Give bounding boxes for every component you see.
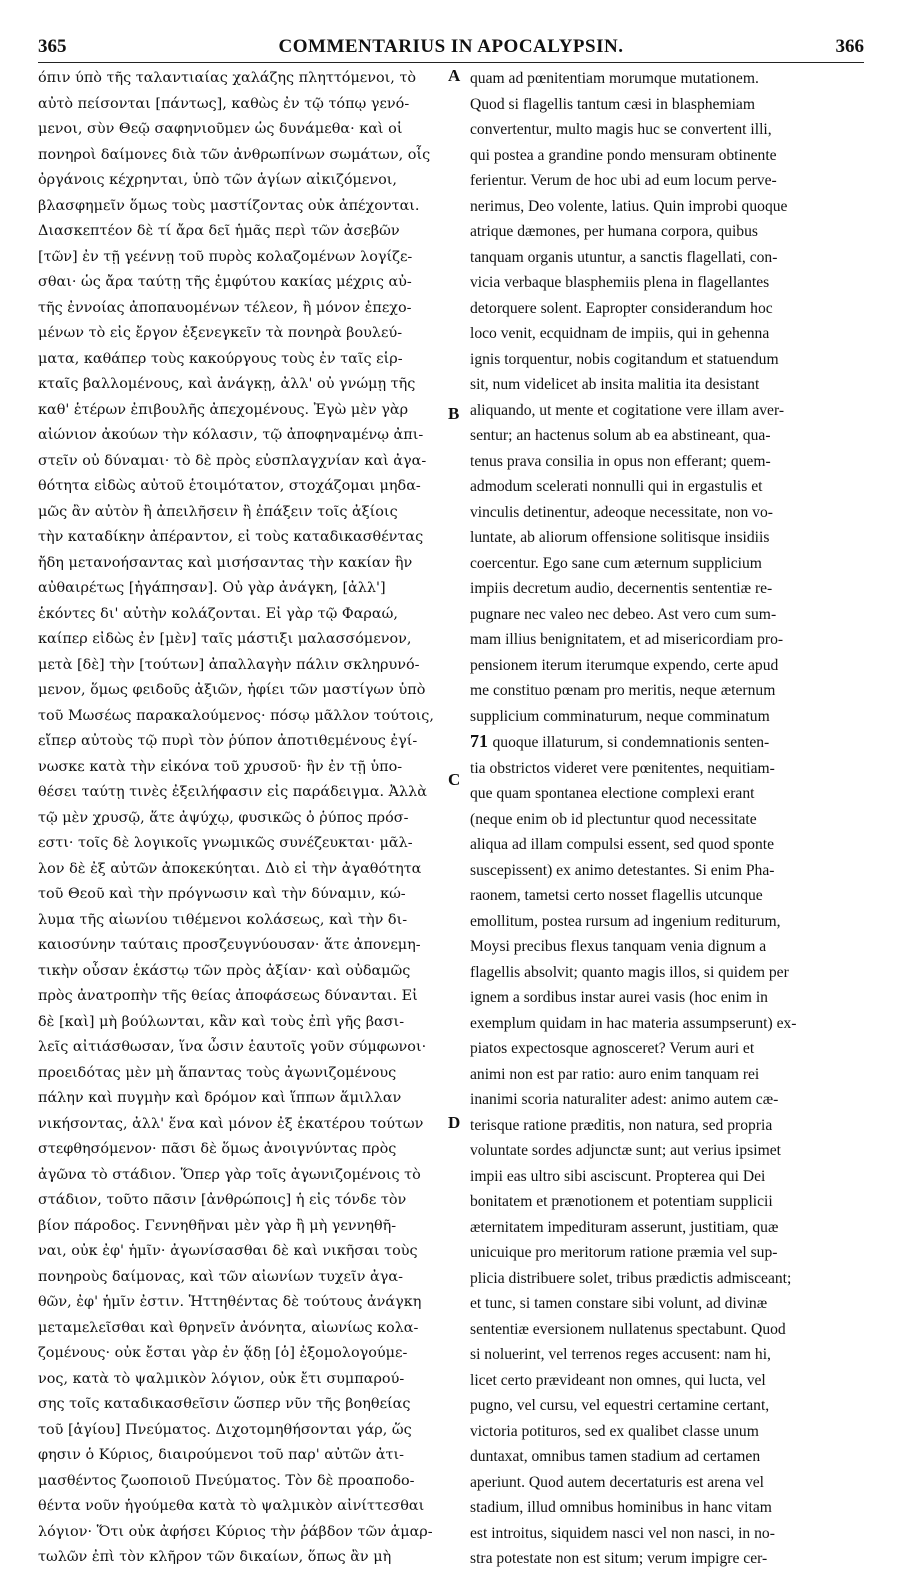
section-marker-d: D — [448, 1113, 461, 1132]
greek-text-line: λόγιον· Ὅτι οὐκ ἀφήσει Κύριος τὴν ῥάβδον τῶν ἁμαρ- — [38, 1523, 433, 1540]
greek-text-line: βλασφημεῖν ὅμως τοὺς μαστίζοντας οὐκ ἀπέχονται. — [38, 197, 420, 214]
latin-text-line: sentur; an hactenus solum ab ea abstineant, qua- — [470, 427, 771, 444]
greek-text-line: φησιν ὁ Κύριος, διαιρούμενοι τοῦ παρ' αὐτῶν ἀτι- — [38, 1447, 404, 1463]
latin-text-line: Quod si flagellis tantum cæsi in blasphemiam — [470, 95, 755, 113]
latin-text-line: detorquere solent. Eapropter considerandum hoc — [470, 299, 773, 317]
greek-text-line: μενοι, σὺν Θεῷ σαφηνιοῦμεν ὡς δυνάμεθα· καὶ οἱ — [38, 121, 403, 137]
page-number-right: 366 — [835, 36, 864, 57]
latin-column — [470, 66, 866, 1572]
greek-text-line: θέντα νοῦν ἡγούμεθα κατὰ τὸ ψαλμικὸν αἰνίττεσθαι — [38, 1498, 425, 1514]
greek-text-line: τικὴν οὖσαν ἑκάστῳ τῶν πρὸς ἀξίαν· καὶ οὐδαμῶς — [38, 962, 411, 979]
latin-text-line: ferientur. Verum de hoc ubi ad eum locum perve- — [470, 172, 777, 189]
greek-text-line: εἴπερ αὐτοὺς τῷ πυρὶ τὸν ῥύπον ἀποτιθεμένους ἐγί- — [38, 733, 418, 749]
greek-text-line: τοῦ Μωσέως παρακαλούμενος· πόσῳ μᾶλλον τούτοις, — [38, 707, 434, 724]
latin-text-line: stra potestate non est situm; verum impigre cer- — [470, 1550, 768, 1567]
greek-text-line: προειδότας μὲν μὴ ἅπαντας τοὺς ἀγωνιζομένους — [38, 1064, 397, 1081]
latin-text-line: duntaxat, omnibus tamen stadium ad certamen — [470, 1448, 761, 1465]
greek-text-line: τοῦ [ἁγίου] Πνεύματος. Διχοτομηθήσονται γάρ, ὥς — [38, 1421, 412, 1438]
latin-text-line: quam ad pœnitentiam morumque mutationem. — [470, 70, 759, 87]
greek-text-line: νικήσοντας, ἀλλ' ἕνα καὶ μόνον ἐξ ἑκατέρου τούτων — [38, 1115, 424, 1132]
greek-text-line: αὐθαιρέτως [ἠγάπησαν]. Οὐ γὰρ ἀνάγκη, [ἀλλ'] — [38, 580, 386, 596]
greek-text-line: μασθέντος ζωοποιοῦ Πνεύματος. Τὸν δὲ προαποδο- — [38, 1472, 415, 1489]
latin-text-line: Moysi precibus flexus tanquam venia dignum a — [470, 938, 767, 955]
latin-text-line: atrique dæmones, per humana corpora, quibus — [470, 223, 758, 240]
greek-text-line: Διασκεπτέον δὲ τί ἄρα δεῖ ἡμᾶς περὶ τῶν ἀσεβῶν — [38, 223, 400, 239]
greek-text-line: στεφθησόμενον· πᾶσι δὲ ὅμως ἀνοιγνύντας πρὸς — [38, 1141, 397, 1157]
greek-text-line: πονηροὶ δαίμονες διὰ τῶν ἀνθρωπίνων σωμάτων, οἷς — [38, 146, 431, 163]
greek-text-line: ναι, οὐκ ἐφ' ἡμῖν· ἀγωνίσασθαι δὲ καὶ νικῆσαι τοὺς — [38, 1243, 418, 1259]
greek-text-line: νος, κατὰ τὸ ψαλμικὸν λόγιον, οὐκ ἔτι συμπαρού- — [38, 1370, 405, 1387]
inline-page-number: 71 — [470, 731, 493, 751]
greek-text-line: θότητα εἰδὼς αὐτοῦ ἑτοιμότατον, στοχάζομαι μηδα- — [38, 478, 421, 494]
latin-text-line: convertentur, multo magis huc se convertent illi, — [470, 121, 772, 138]
latin-text-line: animi non est par ratio: auro enim tanquam rei — [470, 1065, 760, 1083]
greek-text-line: κταῖς βαλλομένους, καὶ ἀνάγκῃ, ἀλλ' οὐ γνώμῃ τῆς — [38, 376, 416, 392]
greek-text-line: δὲ [καὶ] μὴ βούλωνται, κἂν καὶ τοὺς ἐπὶ γῆς βασι- — [38, 1013, 405, 1030]
greek-text-line: θῶν, ἐφ' ἡμῖν ἐστιν. Ἡττηθέντας δὲ τούτους ἀνάγκη — [38, 1294, 422, 1310]
greek-text-line: μῶς ἂν αὐτὸν ἢ ἀπειλῆσειν ἢ ἐπάξειν τοῖς ἀξίοις — [38, 503, 398, 520]
page-number-left: 365 — [38, 36, 67, 57]
latin-text-line: licet certo prævideant non omnes, qui lucta, vel — [470, 1371, 766, 1389]
latin-text-line: stadium, illud omnibus hominibus in hanc vitam — [470, 1499, 772, 1516]
latin-text-line: nerimus, Deo volente, latius. Quin improbi quoque — [470, 197, 788, 215]
greek-text-line: ζομένους· οὐκ ἔσται γὰρ ἐν ᾅδῃ [ὁ] ἐξομολογούμε- — [38, 1345, 408, 1361]
latin-text-line: aperiunt. Quod autem decertaturis est arena vel — [470, 1473, 764, 1491]
greek-text-line: σθαι· ὡς ἄρα ταύτῃ τῆς ἐμφύτου κακίας μέχρις αὐ- — [38, 274, 412, 290]
latin-text-line: est introitus, siquidem nasci vel non nasci, in no- — [470, 1524, 775, 1542]
greek-text-line: θέσει ταύτῃ τινὲς ἐξειλήφασιν εἰς παράδειγμα. Ἀλλὰ — [38, 784, 427, 800]
greek-text-line: ἀγῶνα τὸ στάδιον. Ὅπερ γὰρ τοῖς ἀγωνιζομένοις τὸ — [38, 1166, 421, 1183]
latin-text-line: supplicium comminaturum, neque comminatum — [470, 707, 770, 725]
greek-text-line: [τῶν] ἐν τῇ γεέννῃ τοῦ πυρὸς κολαζομένων λογίζε- — [38, 248, 413, 265]
latin-text-line: luntate, ab aliorum offensione solitisque insidiis — [470, 529, 770, 546]
greek-text-line: καθ' ἑτέρων ἐπιβουλῆς ἀπεχομένους. Ἐγὼ μὲν γὰρ — [38, 401, 409, 418]
latin-text-line: raonem, tametsi certo nosset flagellis utcunque — [470, 887, 763, 904]
latin-text-line: me constituo pœnam pro meritis, neque æternum — [470, 682, 776, 699]
greek-text-line: σης τοῖς καταδικασθεῖσιν ὥσπερ νῦν τῆς βοηθείας — [38, 1396, 411, 1412]
greek-column — [38, 66, 446, 1571]
latin-text-line: tenus prava consilia in opus non efferant; quem- — [470, 452, 771, 470]
greek-text-line: ἑκόντες δι' αὐτὴν κολάζονται. Εἰ γὰρ τῷ Φαραώ, — [38, 605, 398, 622]
greek-text-line: πάλην καὶ πυγμὴν καὶ δρόμον καὶ ἵππων ἅμιλλαν — [38, 1090, 402, 1106]
greek-text-line: μενον, ὅμως φειδοῦς ἀξιῶν, ἠφίει τῶν μαστίγων ὑπὸ — [38, 682, 426, 698]
latin-text-line: plicia distribuere solet, tribus prædictis admisceant; — [470, 1269, 792, 1287]
latin-text-line: loco venit, ecquidnam de impiis, qui in gehenna — [470, 325, 770, 342]
latin-text-line: tanquam organis utuntur, a sanctis flagellati, con- — [470, 248, 778, 266]
greek-text-line: ὀργάνοις κέχρηνται, ὑπὸ τῶν ἁγίων αἰκιζόμενοι, — [38, 172, 397, 188]
greek-text-line: βίον πάροδος. Γεννηθῆναι μὲν γὰρ ἢ μὴ γεννηθῆ- — [38, 1217, 397, 1234]
section-marker-b: B — [448, 404, 460, 423]
greek-text-line: ματα, καθάπερ τοὺς κακούργους τοὺς ἐν ταῖς εἱρ- — [38, 350, 403, 367]
greek-text-line: εστι· τοῖς δὲ λογικοῖς γνωμικῶς συνέζευκται· μᾶλ- — [38, 835, 413, 851]
latin-text-line: pensionem iterum iterumque expendo, certe apud — [470, 656, 779, 674]
latin-text-line: vinculis detinentur, adeoque necessitate, non vo- — [470, 503, 773, 521]
latin-text-line: voluntate sordes adjunctæ sunt; aut verius ipsimet — [470, 1142, 781, 1159]
latin-text-line: unicuique pro meritorum ratione præmia vel sup- — [470, 1244, 778, 1261]
latin-text-line: tia obstrictos videret vere pœnitentes, nequitiam- — [470, 759, 775, 777]
greek-text-line: τῆς ἐννοίας ἀποπαυομένων τέλεον, ἢ μόνον ἐπεχο- — [38, 299, 412, 316]
latin-text-line: 71 quoque illaturum, si condemnationis senten- — [470, 731, 770, 751]
latin-text-line: ignis torquentur, nobis cogitandum et statuendum — [470, 350, 779, 368]
running-title: COMMENTARIUS IN APOCALYPSIN. — [278, 36, 624, 57]
latin-text-line: sententiæ eversionem nullatenus spectabunt. Quod — [470, 1320, 786, 1338]
greek-text-line: μετὰ [δὲ] τὴν [τούτων] ἀπαλλαγὴν πάλιν σκληρυνό- — [38, 656, 420, 673]
latin-text-line: sit, num videlicet ab insita malitia ita desistant — [470, 376, 760, 393]
latin-text-line: (neque enim ob id plectuntur quod necessitate — [470, 810, 757, 828]
latin-text-line: exemplum quidam in hac materia assumpserunt) ex- — [470, 1014, 797, 1032]
greek-text-line: τὴν καταδίκην ἀπέραντον, εἰ τοὺς καταδικασθέντας — [38, 529, 424, 545]
latin-text-line: aliqua ad illam compulsi essent, sed quod sponte — [470, 836, 775, 853]
section-marker-a: A — [448, 66, 461, 85]
latin-text-line: piatos expectosque agnosceret? Verum auri et — [470, 1040, 755, 1057]
greek-text-line: τωλῶν ἐπὶ τὸν κλῆρον τῶν δικαίων, ὅπως ἂν μὴ — [38, 1549, 392, 1565]
latin-text-line: æternitatem impedituram asserunt, justitiam, quæ — [470, 1218, 779, 1236]
latin-text-line: victoria potituros, sed ex qualibet classe unum — [470, 1422, 759, 1440]
latin-text-line: ignem a sordibus instar aurei vasis (hoc enim in — [470, 989, 768, 1006]
running-header — [38, 36, 864, 63]
greek-text-line: αὐτὸ πείσονται [πάντως], καθὼς ἐν τῷ τόπῳ γενό- — [38, 95, 410, 112]
latin-text-line: bonitatem et prænotionem et potentiam supplicii — [470, 1193, 773, 1210]
greek-text-line: στάδιον, τοῦτο πᾶσιν [ἀνθρώποις] ἡ εἰς τόνδε τὸν — [38, 1192, 407, 1208]
latin-text-line: et tunc, si tamen constare sibi volunt, ad divinæ — [470, 1295, 768, 1312]
latin-text-line: admodum scelerati nonnulli qui in ergastulis et — [470, 478, 763, 495]
greek-text-line: λον δὲ ἐξ αὐτῶν ἀποκεκύηται. Διὸ εἰ τὴν ἀγαθότητα — [38, 860, 422, 877]
latin-text-line: vicia verbaque blasphemiis plena in flagellantes — [470, 274, 770, 291]
greek-text-line: λεῖς αἰτιάσθωσαν, ἵνα ὦσιν ἑαυτοῖς γοῦν σύμφωνοι· — [38, 1039, 427, 1055]
latin-text-line: mam illius benignitatem, et ad misericordiam pro- — [470, 631, 784, 648]
latin-text-line: que quam spontanea electione complexi erant — [470, 785, 755, 802]
greek-text-line: καιοσύνην ταύταις προσζευγνύουσαν· ἅτε ἀπονεμη- — [38, 937, 421, 953]
latin-text-line: terisque ratione præditis, non natura, sed propria — [470, 1116, 773, 1134]
latin-text-line: si noluerint, vel terrenos reges accusent: nam hi, — [470, 1346, 771, 1363]
greek-text-line: πρὸς ἀνατροπὴν τῆς θείας ἀποφάσεως δύνανται. Εἰ — [38, 988, 418, 1004]
latin-text-line: pugno, vel cursu, vel equestri certamine certant, — [470, 1397, 770, 1414]
greek-text-line: λυμα τῆς αἰωνίου τιθέμενοι κολάσεως, καὶ τὴν δι- — [38, 911, 408, 928]
greek-text-line: αἰώνιον ἀκούων τὴν κόλασιν, τῷ ἀποφηναμένῳ ἀπι- — [38, 427, 424, 443]
greek-text-line: ἤδη μετανοήσαντας καὶ μισήσαντας τὴν κακίαν ἣν — [38, 554, 413, 571]
latin-text-line: aliquando, ut mente et cogitatione vere illam aver- — [470, 401, 785, 419]
greek-text-line: μένων τὸ εἰς ἔργον ἐξενεγκεῖν τὰ πονηρὰ βουλεύ- — [38, 325, 403, 341]
latin-text-line: impiis decretum audio, decernentis sententiæ re- — [470, 580, 773, 597]
latin-text-line: inanimi scoria naturaliter adest: animo autem cæ- — [470, 1091, 779, 1108]
latin-text-line: emollitum, postea rursum ad ingenium rediturum, — [470, 912, 781, 930]
latin-text-line: impii eas ultro sibi asciscunt. Propterea qui Dei — [470, 1167, 766, 1185]
greek-text-line: στεῖν οὐ δύναμαι· τὸ δὲ πρὸς εὐσπλαγχνίαν καὶ ἀγα- — [38, 452, 427, 469]
greek-text-line: νωσκε κατὰ τὴν εἰκόνα τοῦ χρυσοῦ· ἣν ἐν τῇ ὑπο- — [38, 758, 403, 775]
latin-text-line: flagellis absolvit; quanto magis illos, si quidem per — [470, 963, 789, 981]
latin-text-line: suscepissent) ex animo detestantes. Si enim Pha- — [470, 861, 775, 879]
latin-text-line: pugnare nec valeo nec debeo. Ast vero cum sum- — [470, 605, 777, 623]
latin-text-line: qui postea a grandine pondo mensuram obtinente — [470, 146, 777, 164]
greek-text-line: καίπερ εἰδὼς ἐν [μὲν] ταῖς μάστιξι μαλασσόμενον, — [38, 631, 412, 647]
greek-text-line: τῷ μὲν χρυσῷ, ἅτε ἀψύχῳ, φυσικῶς ὁ ῥύπος πρόσ- — [38, 809, 409, 826]
greek-text-line: όπιν ύπὸ τῆς ταλαντιαίας χαλάζης πληττόμενοι, τὸ — [38, 70, 417, 86]
latin-text-line: coercentur. Ego sane cum æternum supplicium — [470, 554, 762, 572]
section-marker-c: C — [448, 770, 461, 789]
greek-text-line: μεταμελεῖσθαι καὶ θρηνεῖν ἀνόνητα, αἰωνίως κολα- — [38, 1319, 419, 1336]
greek-text-line: πονηροὺς δαίμονας, καὶ τῶν αἰωνίων τυχεῖν ἀγα- — [38, 1268, 403, 1285]
greek-text-line: τοῦ Θεοῦ καὶ τὴν πρόγνωσιν καὶ τὴν δύναμιν, κώ- — [38, 886, 406, 902]
